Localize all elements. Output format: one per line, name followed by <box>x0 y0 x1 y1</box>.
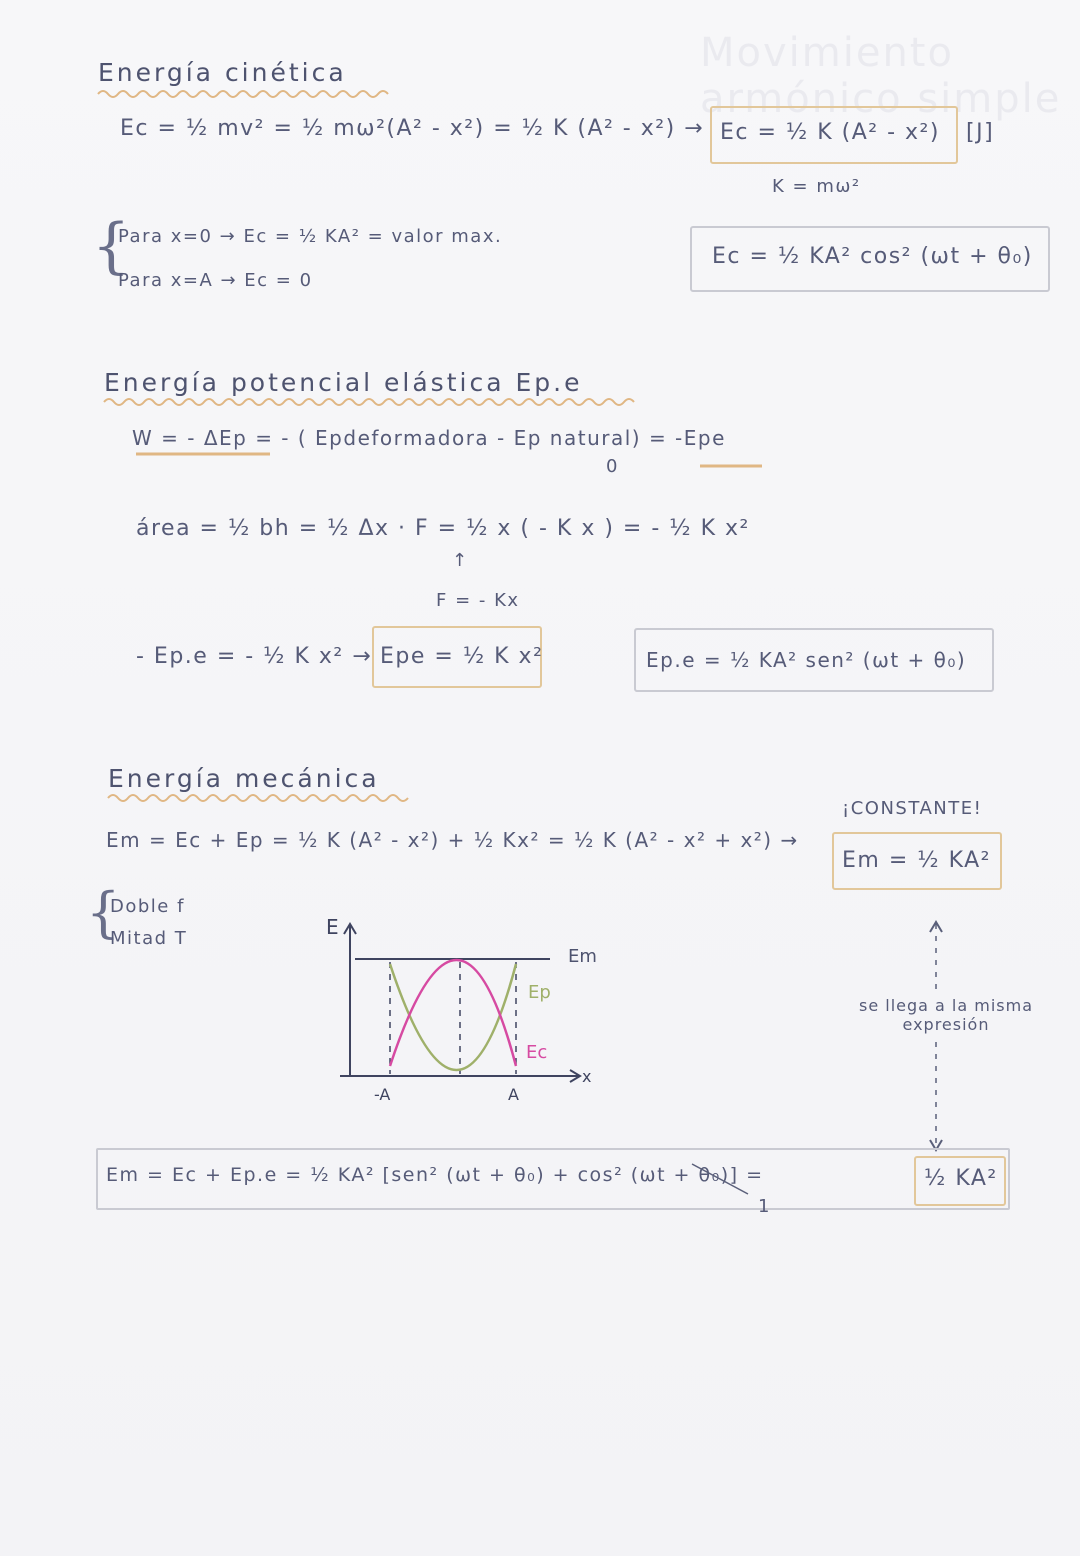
heading-underline-3 <box>108 792 408 804</box>
brace-notes: { <box>86 881 121 944</box>
graph-em-label: Em <box>568 946 597 967</box>
mechanical-energy-boxed-formula: Em = ½ KA² <box>842 848 991 873</box>
heading-underline <box>98 88 388 100</box>
negative-epe-equation: - Ep.e = - ½ K x² → <box>136 644 373 669</box>
epe-time-formula: Ep.e = ½ KA² sen² (ωt + θ₀) <box>646 648 967 672</box>
spring-constant-definition: K = mω² <box>772 176 861 197</box>
graph-ec-curve <box>390 960 516 1066</box>
half-period-note: Mitad T <box>110 928 188 949</box>
same-expression-arrow <box>924 918 948 1158</box>
final-result-formula: ½ KA² <box>924 1166 998 1191</box>
ghost-title: Movimiento armónico simple <box>700 30 1062 122</box>
graph-pos-a-label: A <box>508 1085 519 1104</box>
heading-kinetic-energy: Energía cinética <box>98 58 347 87</box>
double-frequency-note: Doble f <box>110 896 185 917</box>
graph-ep-label: Ep <box>528 982 551 1003</box>
constant-note: ¡CONSTANTE! <box>842 798 983 819</box>
kinetic-energy-boxed-formula: Ec = ½ K (A² - x²) <box>720 120 940 145</box>
same-expression-note: se llega a la misma expresión <box>858 996 1034 1035</box>
arrow-up-small: ↑ <box>452 550 469 571</box>
final-mechanical-equation: Em = Ec + Ep.e = ½ KA² [sen² (ωt + θ₀) + cos² (ωt + θ₀)] = <box>106 1164 764 1186</box>
case-x-amplitude: Para x=A → Ec = 0 <box>118 270 313 291</box>
hooke-law-note: F = - Kx <box>436 590 520 611</box>
work-underline <box>136 452 270 458</box>
energy-graph <box>310 906 610 1116</box>
heading-underline-2 <box>104 396 634 408</box>
work-energy-equation: W = - ΔEp = - ( Epdeformadora - Ep natural) = -Epe <box>132 426 726 450</box>
mechanical-energy-equation: Em = Ec + Ep = ½ K (A² - x²) + ½ Kx² = ½ K (A² - x² + x²) → <box>106 828 799 852</box>
heading-mechanical-energy: Energía mecánica <box>108 764 380 793</box>
epe-underline <box>700 464 762 470</box>
brace-cases: { <box>92 211 131 281</box>
graph-x-label: x <box>582 1067 592 1086</box>
kinetic-energy-equation: Ec = ½ mv² = ½ mω²(A² - x²) = ½ K (A² - x²) → <box>120 116 705 141</box>
epe-boxed-formula: Epe = ½ K x² <box>380 644 544 669</box>
case-x-zero: Para x=0 → Ec = ½ KA² = valor max. <box>118 226 503 247</box>
heading-elastic-potential-energy: Energía potencial elástica Ep.e <box>104 368 583 397</box>
identity-one-note: 1 <box>758 1196 771 1217</box>
kinetic-energy-time-formula: Ec = ½ KA² cos² (ωt + θ₀) <box>712 244 1033 269</box>
energy-unit: [J] <box>966 120 995 145</box>
graph-neg-a-label: -A <box>374 1085 391 1104</box>
graph-ec-label: Ec <box>526 1042 548 1063</box>
graph-y-label: E <box>326 915 339 939</box>
area-equation: área = ½ bh = ½ Δx · F = ½ x ( - K x ) = - ½ K x² <box>136 516 750 541</box>
natural-zero-note: 0 <box>606 456 619 477</box>
cancel-strike <box>690 1160 750 1200</box>
